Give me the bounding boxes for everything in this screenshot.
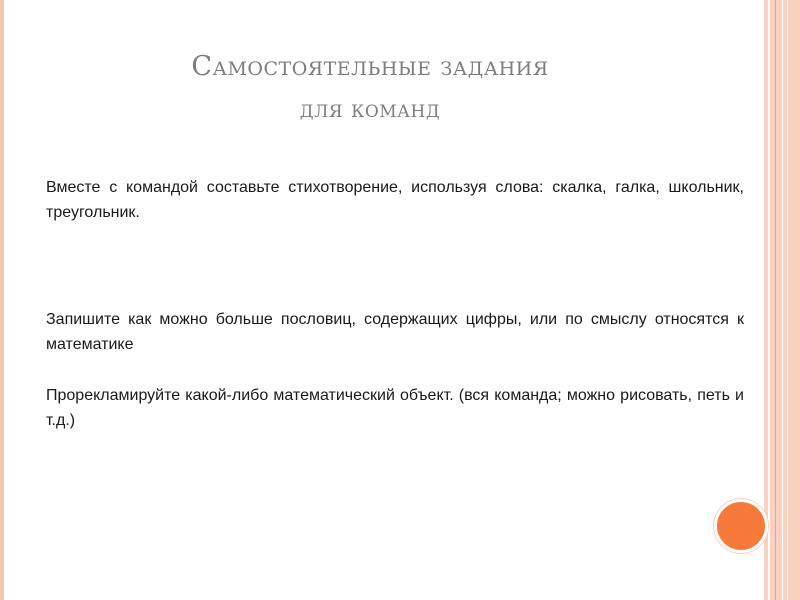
band-stripe bbox=[787, 0, 788, 600]
band-stripe bbox=[768, 0, 770, 600]
orange-circle-decoration bbox=[714, 499, 768, 553]
task-paragraph-1: Вместе с командой составьте стихотворение, используя слова: скалка, галка, школьник, треугольник. bbox=[46, 179, 744, 221]
band-line bbox=[775, 0, 776, 600]
right-band-decoration bbox=[764, 0, 800, 600]
task-paragraph-3: Прорекламируйте какой-либо математический объект. (вся команда; можно рисовать, петь и т.д.) bbox=[46, 387, 744, 429]
left-border-decoration bbox=[0, 0, 4, 600]
slide-title bbox=[160, 46, 580, 130]
title-line-2: для команд bbox=[299, 95, 441, 123]
band-stripe bbox=[782, 0, 783, 600]
title-line-1: Самостоятельные задания bbox=[191, 51, 549, 82]
task-paragraph-2: Запишите как можно больше пословиц, содержащих цифры, или по смыслу относятся к математике bbox=[46, 311, 744, 353]
